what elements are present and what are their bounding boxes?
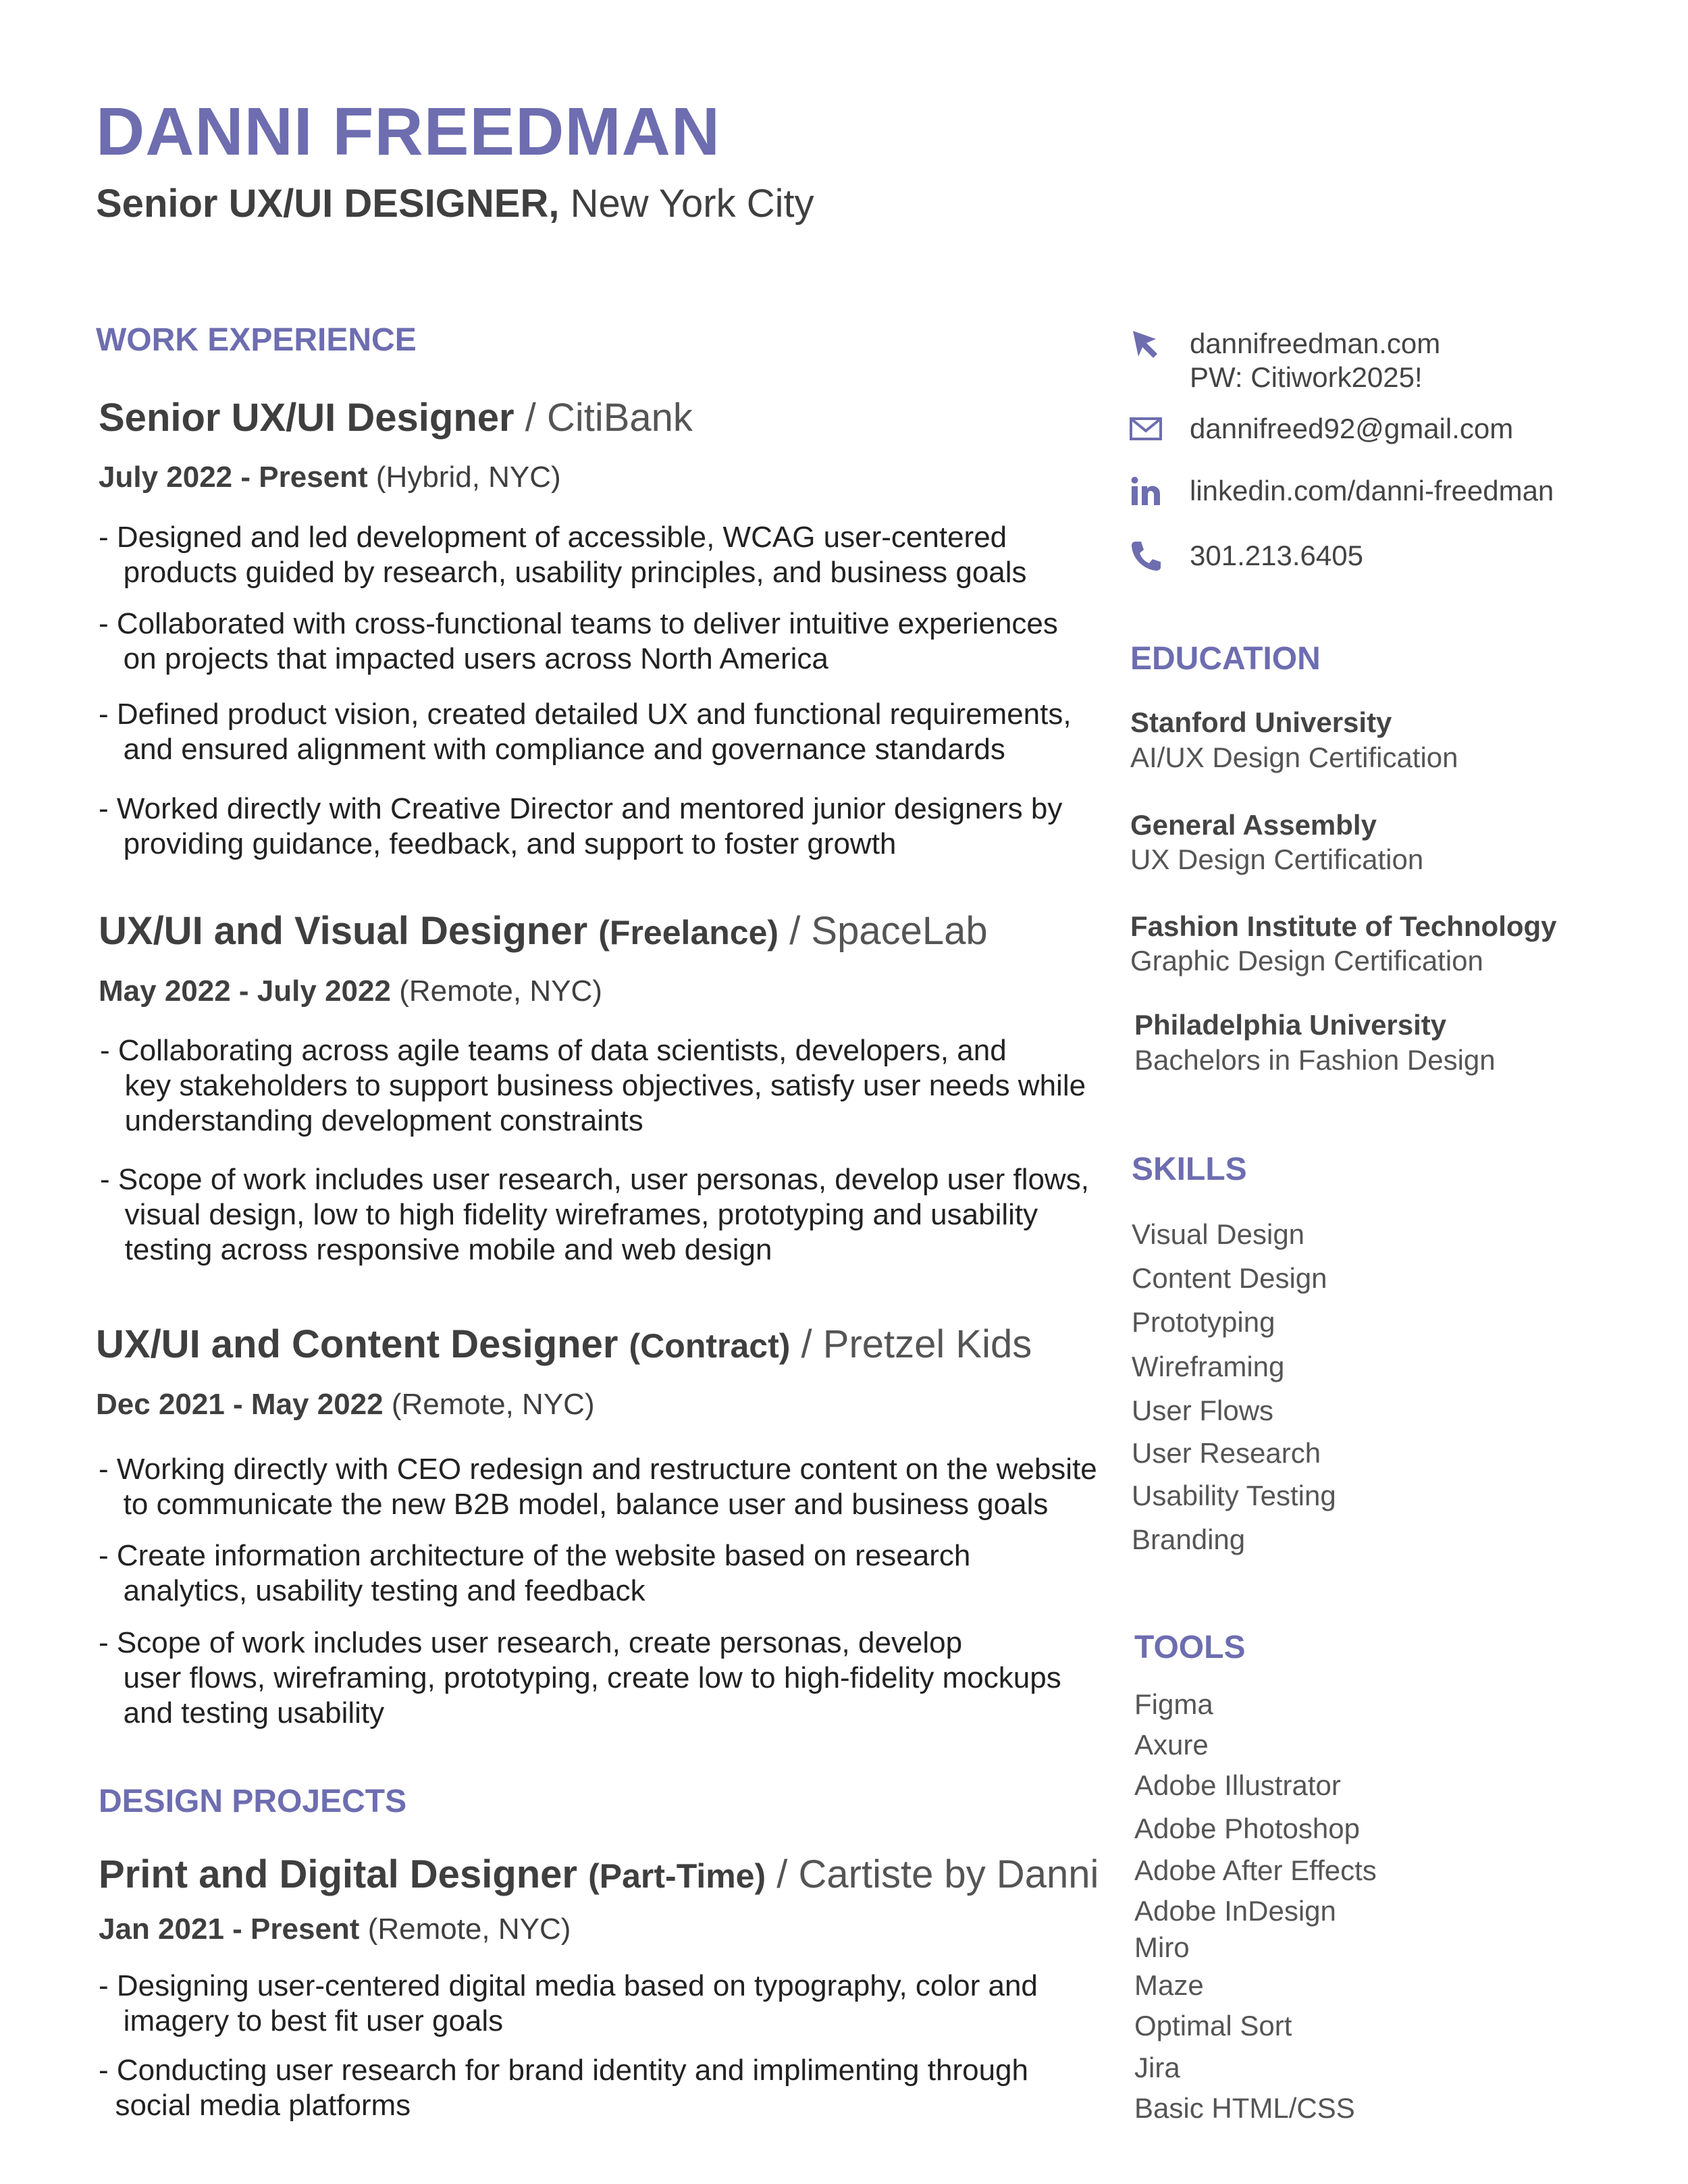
job-date-range: July 2022 - Present xyxy=(99,461,368,494)
tool-item: Axure xyxy=(1134,1729,1209,1761)
skill-item: Wireframing xyxy=(1132,1351,1285,1382)
job-location: (Remote, NYC) xyxy=(391,1388,595,1421)
job-dates xyxy=(96,1388,595,1422)
job-title xyxy=(99,1852,1099,1897)
phone-icon xyxy=(1129,539,1163,573)
tool-item: Adobe After Effects xyxy=(1134,1854,1377,1886)
job-bullet: - Conducting user research for brand identity and implimenting through social media platforms xyxy=(99,2054,1028,2122)
job-type: (Contract) xyxy=(629,1327,791,1365)
contact-linkedin-text[interactable]: linkedin.com/danni-freedman xyxy=(1190,475,1554,506)
job-title xyxy=(99,395,693,440)
job-title xyxy=(99,908,988,954)
skill-item: User Research xyxy=(1132,1437,1321,1469)
job-bullet: - Designed and led development of accessible, WCAG user-centered products guided by research, usability principles, and business goals xyxy=(99,521,1027,589)
job-company: / Cartiste by Danni xyxy=(776,1852,1099,1896)
tool-item: Miro xyxy=(1134,1931,1190,1963)
cursor-arrow-icon xyxy=(1129,327,1163,361)
job-type: (Part-Time) xyxy=(588,1857,766,1895)
skill-item: Content Design xyxy=(1132,1262,1327,1294)
job-bullet: - Collaborating across agile teams of data scientists, developers, and key stakeholders to support business objectives, satisfy user needs while understanding development constraints xyxy=(100,1034,1086,1137)
job-dates xyxy=(99,974,602,1008)
job-bullet: - Worked directly with Creative Director and mentored junior designers by providing guidance, feedback, and support to foster growth xyxy=(99,792,1063,860)
job-dates xyxy=(99,1913,571,1946)
job-role: Print and Digital Designer xyxy=(99,1852,577,1896)
education-certification: AI/UX Design Certification xyxy=(1130,742,1458,773)
resume-location: New York City xyxy=(570,182,814,226)
tool-item: Adobe Illustrator xyxy=(1134,1769,1341,1801)
job-type: (Freelance) xyxy=(598,914,779,952)
contact-phone-text[interactable]: 301.213.6405 xyxy=(1190,540,1363,571)
section-design-projects: DESIGN PROJECTS xyxy=(99,1784,407,1819)
job-title xyxy=(96,1322,1032,1367)
envelope-icon xyxy=(1129,412,1163,446)
education-school: Philadelphia University xyxy=(1134,1009,1447,1041)
job-role: Senior UX/UI Designer xyxy=(99,396,515,440)
section-work-experience: WORK EXPERIENCE xyxy=(96,322,417,358)
tool-item: Figma xyxy=(1134,1688,1213,1720)
job-date-range: Dec 2021 - May 2022 xyxy=(96,1388,384,1421)
contact-website[interactable] xyxy=(1129,327,1602,394)
job-company: / SpaceLab xyxy=(789,909,988,953)
job-bullet: - Defined product vision, created detailed UX and functional requirements, and ensured alignment with compliance and governance standards xyxy=(99,698,1072,766)
education-school: Fashion Institute of Technology xyxy=(1130,910,1557,942)
linkedin-icon xyxy=(1129,474,1163,508)
contact-website-text[interactable]: dannifreedman.com PW: Citiwork2025! xyxy=(1190,328,1441,393)
section-education: EDUCATION xyxy=(1130,641,1321,677)
job-company: / CitiBank xyxy=(525,396,693,440)
job-company: / Pretzel Kids xyxy=(801,1322,1032,1366)
tool-item: Adobe InDesign xyxy=(1134,1895,1336,1927)
skill-item: Branding xyxy=(1132,1524,1246,1555)
education-certification: Bachelors in Fashion Design xyxy=(1134,1044,1496,1076)
tool-item: Jira xyxy=(1134,2052,1180,2083)
resume-subtitle xyxy=(96,181,814,226)
job-bullet: - Scope of work includes user research, user personas, develop user flows, visual design, low to high fidelity wireframes, prototyping and usability testing across responsive mobile and web design xyxy=(100,1163,1089,1266)
job-location: (Remote, NYC) xyxy=(367,1913,571,1946)
job-bullet: - Designing user-centered digital media based on typography, color and imagery to best fit user goals xyxy=(99,1969,1038,2037)
skill-item: Visual Design xyxy=(1132,1218,1305,1250)
tool-item: Maze xyxy=(1134,1969,1204,2001)
job-location: (Hybrid, NYC) xyxy=(375,461,561,494)
education-certification: UX Design Certification xyxy=(1130,843,1424,875)
job-bullet: - Working directly with CEO redesign and restructure content on the website to communicate the new B2B model, balance user and business goals xyxy=(99,1453,1097,1521)
job-bullet: - Create information architecture of the website based on research analytics, usability testing and feedback xyxy=(99,1539,971,1607)
job-role: UX/UI and Content Designer xyxy=(96,1322,618,1366)
skill-item: Usability Testing xyxy=(1132,1480,1336,1511)
section-tools: TOOLS xyxy=(1134,1630,1246,1665)
tool-item: Adobe Photoshop xyxy=(1134,1813,1360,1844)
job-role: UX/UI and Visual Designer xyxy=(99,909,588,953)
contact-phone[interactable] xyxy=(1129,539,1602,573)
job-bullet: - Scope of work includes user research, create personas, develop user flows, wireframing, prototyping, create low to high-fidelity mockups and testing usability xyxy=(99,1626,1061,1730)
education-certification: Graphic Design Certification xyxy=(1130,945,1483,977)
tool-item: Basic HTML/CSS xyxy=(1134,2092,1355,2124)
education-school: General Assembly xyxy=(1130,809,1377,841)
resume-name: DANNI FREEDMAN xyxy=(96,94,721,170)
contact-email[interactable] xyxy=(1129,412,1602,446)
job-location: (Remote, NYC) xyxy=(399,974,602,1008)
job-dates xyxy=(99,461,561,494)
tool-item: Optimal Sort xyxy=(1134,2010,1292,2042)
job-date-range: May 2022 - July 2022 xyxy=(99,974,391,1008)
job-bullet: - Collaborated with cross-functional teams to deliver intuitive experiences on projects that impacted users across North America xyxy=(99,607,1058,675)
skill-item: User Flows xyxy=(1132,1395,1274,1426)
contact-email-text[interactable]: dannifreed92@gmail.com xyxy=(1190,413,1514,444)
education-school: Stanford University xyxy=(1130,706,1392,738)
contact-linkedin[interactable] xyxy=(1129,474,1602,508)
skill-item: Prototyping xyxy=(1132,1306,1275,1338)
section-skills: SKILLS xyxy=(1132,1151,1247,1187)
resume-title: Senior UX/UI DESIGNER, xyxy=(96,182,560,226)
job-date-range: Jan 2021 - Present xyxy=(99,1913,360,1946)
